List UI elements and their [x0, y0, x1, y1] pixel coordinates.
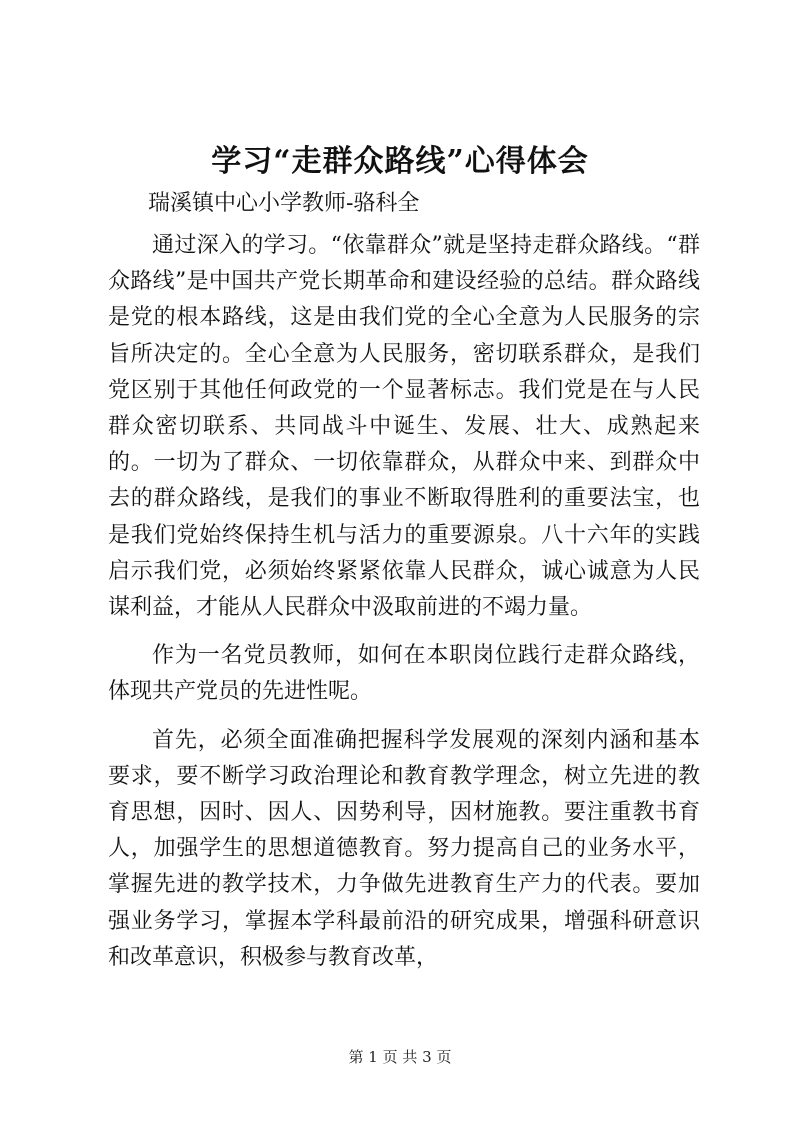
- paragraph: 作为一名党员教师，如何在本职岗位践行走群众路线，体现共产党员的先进性呢。: [108, 643, 700, 705]
- document-title: 学习“走群众路线”心得体会: [211, 144, 589, 179]
- document-body: [108, 228, 700, 988]
- document-author: 瑞溪镇中心小学教师-骆科全: [148, 191, 420, 216]
- page-footer: [0, 1046, 800, 1068]
- page-number-label: 第 1 页 共 3 页: [348, 1048, 452, 1066]
- paragraph: 首先，必须全面准确把握科学发展观的深刻内涵和基本要求，要不断学习政治理论和教育教学理念，树立先进的教育思想，因时、因人、因势利导，因材施教。要注重教书育人，加强学生的思想道德教育。努力提高自己的业务水平，掌握先进的教学技术，力争做先进教育生产力的代表。要加强业务学习，掌握本学科最前沿的研究成果，增强科研意识和改革意识，积极参与教育改革，: [108, 727, 700, 970]
- paragraph: 通过深入的学习。“依靠群众”就是坚持走群众路线。“群众路线”是中国共产党长期革命和建设经验的总结。群众路线是党的根本路线，这是由我们党的全心全意为人民服务的宗旨所决定的。全心全意为人民服务，密切联系群众，是我们党区别于其他任何政党的一个显著标志。我们党是在与人民群众密切联系、共同战斗中诞生、发展、壮大、成熟起来的。一切为了群众、一切依靠群众，从群众中来、到群众中去的群众路线，是我们的事业不断取得胜利的重要法宝，也是我们党始终保持生机与活力的重要源泉。八十六年的实践启示我们党，必须始终紧紧依靠人民群众，诚心诚意为人民谋利益，才能从人民群众中汲取前进的不竭力量。: [108, 233, 700, 621]
